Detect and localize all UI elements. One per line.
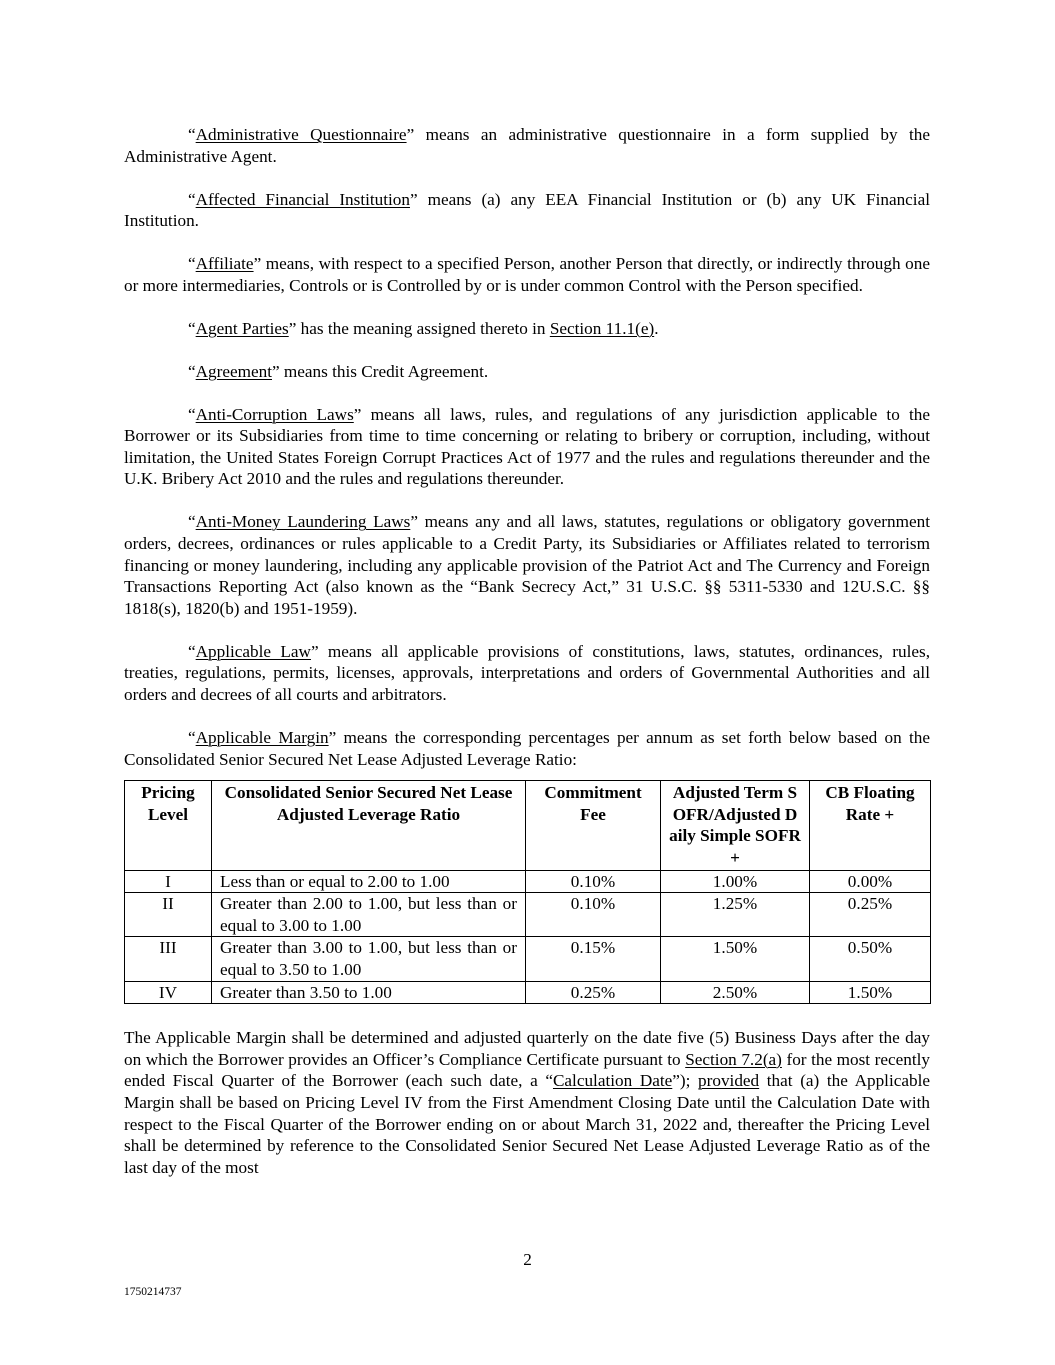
header-commitment-fee: Commitment Fee — [526, 781, 661, 870]
definition-agreement: “Agreement” means this Credit Agreement. — [188, 361, 489, 381]
table-row — [125, 937, 931, 981]
pricing-level-table — [124, 780, 931, 1004]
cell-cb-floating-rate: 0.25% — [810, 893, 931, 937]
defined-term: Applicable Margin — [195, 728, 329, 747]
cell-ratio: Less than or equal to 2.00 to 1.00 — [212, 870, 526, 893]
definition-text: ” means this Credit Agreement. — [272, 361, 489, 381]
defined-term: Agent Parties — [195, 318, 289, 338]
definition-affected-financial-institution: “Affected Financial Institution” means (a) any EEA Financial Institution or (b) any UK Financial Institution. — [124, 189, 930, 231]
table-row — [125, 870, 931, 893]
cell-level: III — [125, 937, 212, 981]
document-id: 1750214737 — [124, 1286, 182, 1298]
cell-cb-floating-rate: 0.50% — [810, 937, 931, 981]
table-header-row — [125, 781, 931, 870]
definition-text: ” means the corresponding percentages per annum as set forth below based on the Consolidated Senior Secured Net Lease Adjusted Leverage Ratio: — [124, 728, 930, 769]
definition-text: ” means any and all laws, statutes, regulations or obligatory government orders, decrees, ordinances or rules applicable to a Credit Party, its Subsidiaries or Affiliates related to terrorism financing or money laundering, including any applicable provision of the Patriot Act and The Currency and Foreign Transactions Reporting Act (also known as the “Bank Secrecy Act,” 31 U.S.C. §§ 5311-5330 and 12U.S.C. §§ 1818(s), 1820(b) and 1951-1959). — [124, 512, 930, 618]
defined-term: Affected Financial Institution — [195, 189, 410, 209]
definition-applicable-margin: “Applicable Margin” means the corresponding percentages per annum as set forth below based on the Consolidated Senior Secured Net Lease Adjusted Leverage Ratio: — [124, 728, 930, 769]
defined-term: Anti-Corruption Laws — [195, 404, 354, 424]
definition-text: ” means, with respect to a specified Person, another Person that directly, or indirectly through one or more intermediaries, Controls or is Controlled by or is under common Control with the Person specified. — [124, 254, 930, 295]
header-pricing-level: Pricing Level — [125, 781, 212, 870]
cell-level: II — [125, 893, 212, 937]
table-row — [125, 893, 931, 937]
definition-applicable-law: “Applicable Law” means all applicable provisions of constitutions, laws, statutes, ordinances, rules, treaties, regulations, permits, licenses, approvals, interpretations and orders of Governmental Authorities and all orders and decrees of all courts and arbitrators. — [124, 641, 931, 705]
cell-sofr-margin: 1.00% — [661, 870, 810, 893]
cell-commitment-fee: 0.25% — [526, 981, 661, 1004]
defined-term: Agreement — [195, 361, 272, 381]
cell-ratio: Greater than 3.00 to 1.00, but less than or equal to 3.50 to 1.00 — [212, 937, 526, 981]
defined-term: Affiliate — [195, 254, 254, 274]
definition-text: ” means an administrative questionnaire in a form supplied by the Administrative Agent. — [124, 125, 930, 166]
cell-ratio: Greater than 3.50 to 1.00 — [212, 981, 526, 1004]
defined-term: Anti-Money Laundering Laws — [195, 512, 411, 532]
definition-text: ” means (a) any EEA Financial Institution or (b) any UK Financial Institution. — [124, 189, 930, 231]
cell-sofr-margin: 1.25% — [661, 893, 810, 937]
defined-term: Administrative Questionnaire — [195, 125, 407, 144]
cell-level: I — [125, 870, 212, 893]
table-row — [125, 981, 931, 1004]
defined-term: Applicable Law — [195, 641, 311, 661]
cell-sofr-margin: 1.50% — [661, 937, 810, 981]
definition-text: ” has the meaning assigned thereto in — [288, 318, 550, 338]
cell-commitment-fee: 0.10% — [526, 870, 661, 893]
page-number: 2 — [523, 1250, 532, 1269]
definition-administrative-questionnaire: “Administrative Questionnaire” means an administrative questionnaire in a form supplied by the Administrative Agent. — [124, 125, 930, 166]
defined-term: Calculation Date — [552, 1071, 673, 1091]
header-leverage-ratio: Consolidated Senior Secured Net Lease Adjusted Leverage Ratio — [212, 781, 526, 870]
definition-text: ” means all laws, rules, and regulations of any jurisdiction applicable to the Borrower or its Subsidiaries from time to time concerning or relating to bribery or corruption, including, without limitation, the United States Foreign Corrupt Practices Act of 1977 and the rules and regulations thereunder and the U.K. Bribery Act 2010 and the rules and regulations thereunder. — [124, 404, 930, 489]
provided-keyword: provided — [698, 1071, 760, 1091]
definition-affiliate: “Affiliate” means, with respect to a specified Person, another Person that directly, or indirectly through one or more intermediaries, Controls or is Controlled by or is under common Control with the Person specified. — [124, 254, 930, 295]
definition-anti-corruption-laws: “Anti-Corruption Laws” means all laws, rules, and regulations of any jurisdiction applicable to the Borrower or its Subsidiaries from time to time concerning or relating to bribery or corruption, including, without limitation, the United States Foreign Corrupt Practices Act of 1977 and the rules and regulations thereunder and the U.K. Bribery Act 2010 and the rules and regulations thereunder. — [124, 404, 930, 489]
cell-cb-floating-rate: 1.50% — [810, 981, 931, 1004]
header-adjusted-term-sofr: Adjusted Term SOFR/Adjusted Daily Simple SOFR + — [661, 781, 810, 870]
applicable-margin-adjustment-paragraph: The Applicable Margin shall be determined and adjusted quarterly on the date five (5) Business Days after the day on which the Borrower provides an Officer’s Compliance Certificate pursuant to Section 7.2(a) for the most recently ended Fiscal Quarter of the Borrower (each such date, a “Calculation Date”); provided that (a) the Applicable Margin shall be based on Pricing Level IV from the First Amendment Closing Date until the Calculation Date with respect to the Fiscal Quarter of the Borrower ending on or about March 31, 2022 and, thereafter the Pricing Level shall be determined by reference to the Consolidated Senior Secured Net Lease Adjusted Leverage Ratio as of the last day of the most — [124, 1028, 930, 1177]
definition-agent-parties: “Agent Parties” has the meaning assigned thereto in Section 11.1(e). — [188, 318, 659, 338]
section-reference: Section 11.1(e) — [549, 318, 655, 338]
cell-ratio: Greater than 2.00 to 1.00, but less than or equal to 3.00 to 1.00 — [212, 893, 526, 937]
cell-commitment-fee: 0.10% — [526, 893, 661, 937]
section-reference: Section 7.2(a) — [685, 1049, 782, 1069]
definition-text: ” means all applicable provisions of constitutions, laws, statutes, ordinances, rules, treaties, regulations, permits, licenses, approvals, interpretations and orders of Governmental Authorities and all orders and decrees of all courts and arbitrators. — [124, 641, 931, 705]
definition-anti-money-laundering-laws: “Anti-Money Laundering Laws” means any and all laws, statutes, regulations or obligatory government orders, decrees, ordinances or rules applicable to a Credit Party, its Subsidiaries or Affiliates related to terrorism financing or money laundering, including any applicable provision of the Patriot Act and The Currency and Foreign Transactions Reporting Act (also known as the “Bank Secrecy Act,” 31 U.S.C. §§ 5311-5330 and 12U.S.C. §§ 1818(s), 1820(b) and 1951-1959). — [124, 512, 930, 618]
cell-cb-floating-rate: 0.00% — [810, 870, 931, 893]
cell-level: IV — [125, 981, 212, 1004]
cell-sofr-margin: 2.50% — [661, 981, 810, 1004]
header-cb-floating-rate: CB Floating Rate + — [810, 781, 931, 870]
document-body — [124, 124, 930, 1200]
cell-commitment-fee: 0.15% — [526, 937, 661, 981]
